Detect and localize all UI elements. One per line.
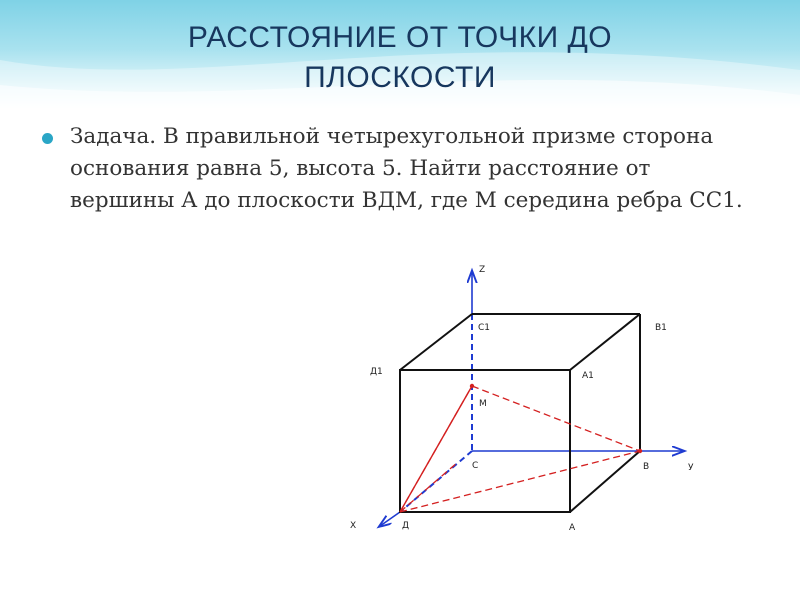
label-x: Х — [350, 521, 357, 531]
label-b: B — [643, 462, 650, 472]
label-y: У — [688, 463, 694, 473]
bullet-icon — [42, 133, 53, 144]
label-d1: Д1 — [370, 367, 383, 377]
slide-title: РАССТОЯНИЕ ОТ ТОЧКИ ДО ПЛОСКОСТИ — [187, 21, 613, 94]
line-m-b — [472, 386, 640, 451]
label-a1: A1 — [582, 371, 594, 381]
prism-svg — [348, 262, 708, 552]
point-b — [638, 449, 642, 453]
point-m — [470, 384, 474, 388]
label-z: Z — [479, 265, 486, 275]
edge-a1-b1 — [570, 314, 640, 370]
label-a: A — [569, 523, 576, 533]
line-d-m-solid — [400, 386, 472, 512]
label-b1: B1 — [655, 323, 667, 333]
label-c1: C1 — [478, 323, 491, 333]
edge-d1-c1 — [400, 314, 472, 370]
line-d-h — [400, 462, 458, 512]
cube-edges — [400, 314, 640, 512]
label-d: Д — [402, 521, 410, 531]
prism-diagram — [348, 262, 708, 552]
task-text: Задача. В правильной четырехугольной призме сторона основания равна 5, высота 5. Найти расстояние от вершины А до плоскости ВДМ, где М середина ребра СС1. — [70, 124, 743, 213]
label-m: M — [479, 399, 487, 409]
axis-x — [380, 512, 400, 526]
label-c: C — [472, 461, 479, 471]
